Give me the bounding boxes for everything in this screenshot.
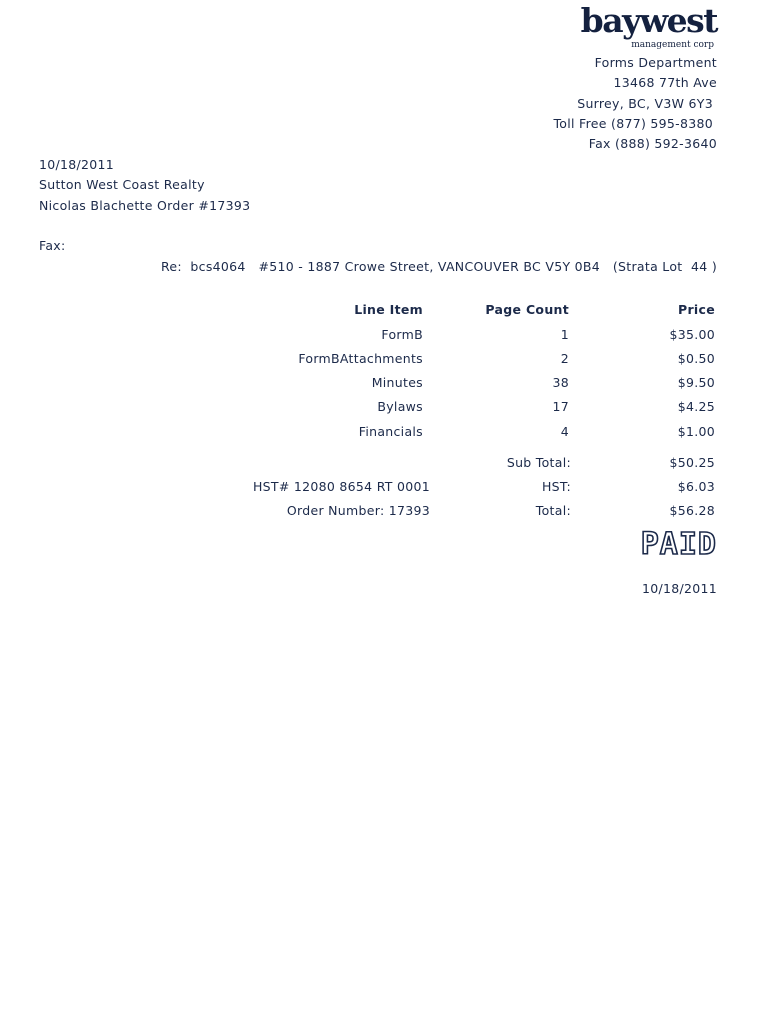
total-value: $56.28: [669, 503, 715, 518]
line-item-price: $9.50: [677, 375, 715, 390]
line-item-name: FormBAttachments: [298, 351, 423, 366]
department-name: Forms Department: [594, 55, 717, 70]
line-item-page-count: 17: [552, 399, 569, 414]
recipient-order-line: Nicolas Blachette Order #17393: [39, 198, 251, 213]
fax-number: Fax (888) 592-3640: [588, 136, 717, 151]
line-item-price: $35.00: [669, 327, 715, 342]
line-item-name: Minutes: [371, 375, 423, 390]
line-item-price: $1.00: [677, 424, 715, 439]
recipient-fax-label: Fax:: [39, 238, 66, 253]
paid-stamp: PAID: [640, 527, 717, 562]
recipient-company: Sutton West Coast Realty: [39, 177, 205, 192]
line-item-name: FormB: [381, 327, 423, 342]
line-item-price: $0.50: [677, 351, 715, 366]
line-item-price: $4.25: [677, 399, 715, 414]
subtotal-value: $50.25: [669, 455, 715, 470]
paid-date: 10/18/2011: [641, 581, 717, 596]
subtotal-label: Sub Total:: [506, 455, 571, 470]
line-item-page-count: 38: [552, 375, 569, 390]
company-logo: baywest: [580, 1, 717, 40]
line-item-name: Financials: [358, 424, 423, 439]
hst-value: $6.03: [677, 479, 715, 494]
sender-city: Surrey, BC, V3W 6Y3: [577, 96, 713, 111]
sender-street: 13468 77th Ave: [613, 75, 717, 90]
header-page-count: Page Count: [485, 302, 569, 317]
order-number: Order Number: 17393: [286, 503, 430, 518]
header-price: Price: [678, 302, 715, 317]
document-date: 10/18/2011: [39, 157, 115, 172]
line-item-page-count: 4: [560, 424, 569, 439]
hst-label: HST:: [541, 479, 571, 494]
total-label: Total:: [535, 503, 571, 518]
header-line-item: Line Item: [354, 302, 423, 317]
line-item-page-count: 2: [560, 351, 569, 366]
company-logo-subtitle: management corp: [631, 40, 714, 50]
line-item-name: Bylaws: [377, 399, 423, 414]
line-item-page-count: 1: [560, 327, 569, 342]
toll-free-number: Toll Free (877) 595-8380: [553, 116, 713, 131]
hst-registration-number: HST# 12080 8654 RT 0001: [252, 479, 430, 494]
re-line: Re: bcs4064 #510 - 1887 Crowe Street, VANCOUVER BC V5Y 0B4 (Strata Lot 44 ): [160, 259, 717, 274]
